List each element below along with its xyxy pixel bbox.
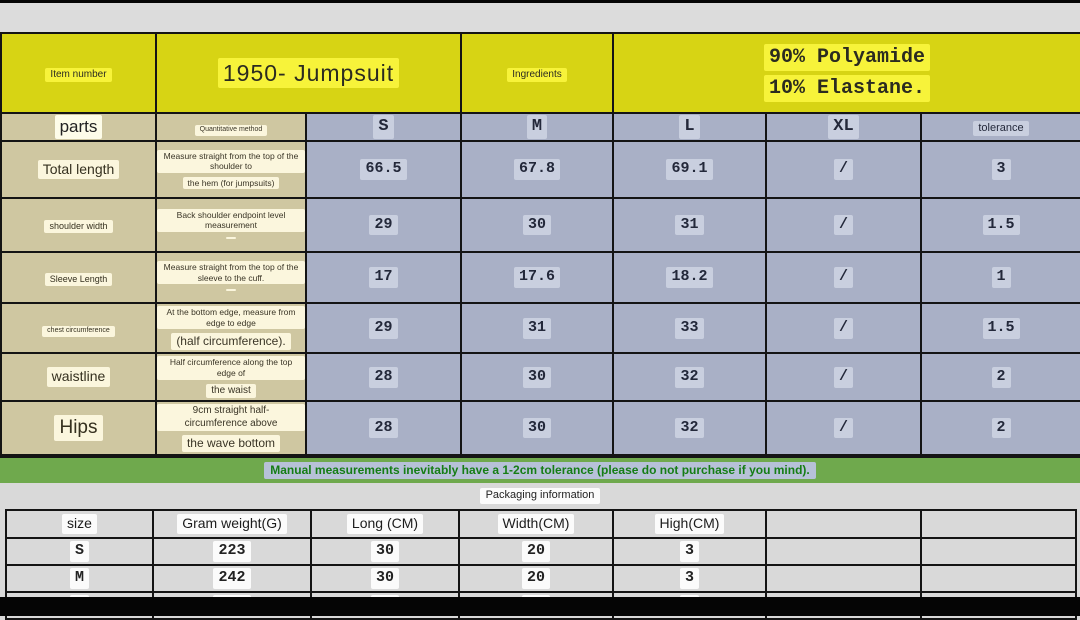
value-s: 28 [369, 367, 397, 388]
table-row-sleeve-length [1, 252, 1080, 303]
value-cell-m [461, 401, 613, 455]
ingredients-label-cell [461, 33, 613, 113]
size-header-l-cell [613, 113, 766, 141]
packaging-information-title: Packaging information [480, 488, 601, 504]
packaging-header-empty-cell [921, 510, 1076, 538]
size-header-s: S [373, 115, 393, 138]
value-m: 67.8 [514, 159, 560, 180]
size-header-m-cell [461, 113, 613, 141]
value-cell-s [306, 198, 461, 252]
size-header-l: L [679, 115, 699, 138]
value-tolerance: 2 [992, 367, 1011, 388]
size-header-m: M [527, 115, 547, 138]
method-cell [156, 252, 306, 303]
size-header-xl-cell [766, 113, 921, 141]
value-m: 30 [523, 418, 551, 439]
packaging-long-cell [311, 565, 459, 592]
tolerance-notice-banner [0, 456, 1080, 483]
value-cell-xl [766, 198, 921, 252]
value-cell-m [461, 303, 613, 353]
packaging-header-row [6, 510, 1076, 538]
method-cell [156, 198, 306, 252]
packaging-empty-cell [921, 565, 1076, 592]
packaging-header-gram-weight-cell [153, 510, 311, 538]
value-l: 31 [675, 215, 703, 236]
value-l: 69.1 [666, 159, 712, 180]
value-cell-xl [766, 401, 921, 455]
part-label: chest circumference [42, 326, 115, 337]
method-line [226, 237, 236, 239]
value-cell-l [613, 141, 766, 198]
value-cell-s [306, 252, 461, 303]
method-line: 9cm straight half-circumference above [157, 404, 305, 431]
packaging-high-cell [613, 565, 766, 592]
value-cell-s [306, 303, 461, 353]
value-cell-xl [766, 353, 921, 401]
size-header-s-cell [306, 113, 461, 141]
part-label: Hips [54, 415, 102, 441]
packaging-size-cell [6, 538, 153, 565]
packaging-header-size-cell [6, 510, 153, 538]
packaging-gram-weight: 223 [213, 541, 250, 562]
part-label-cell [1, 353, 156, 401]
packaging-header-long-cell [311, 510, 459, 538]
item-number-label-cell [1, 33, 156, 113]
tolerance-header-cell [921, 113, 1080, 141]
packaging-gram-weight-cell [153, 538, 311, 565]
packaging-high: 3 [680, 568, 699, 589]
ingredients-line-1: 90% Polyamide [764, 44, 930, 71]
value-cell-m [461, 198, 613, 252]
packaging-high-cell [613, 538, 766, 565]
value-s: 17 [369, 267, 397, 288]
part-label-cell [1, 252, 156, 303]
ingredients-value-cell [613, 33, 1080, 113]
packaging-long: 30 [371, 568, 399, 589]
packaging-header-width: Width(CM) [498, 514, 575, 534]
packaging-row-s [6, 538, 1076, 565]
parts-header: parts [55, 115, 103, 138]
method-line: Half circumference along the top edge of [157, 356, 305, 379]
packaging-size: S [70, 541, 89, 562]
value-cell-s [306, 353, 461, 401]
table-row-hips [1, 401, 1080, 455]
product-header-row [1, 33, 1080, 113]
packaging-gram-weight: 242 [213, 568, 250, 589]
packaging-header-gram-weight: Gram weight(G) [177, 514, 287, 534]
value-m: 17.6 [514, 267, 560, 288]
method-cell [156, 303, 306, 353]
part-label-cell [1, 141, 156, 198]
packaging-size-cell [6, 565, 153, 592]
metric-header-cell [156, 113, 306, 141]
part-label-cell [1, 198, 156, 252]
method-line: the hem (for jumpsuits) [183, 177, 280, 190]
packaging-information-title-strip [0, 483, 1080, 509]
value-l: 18.2 [666, 267, 712, 288]
method-line: (half circumference). [171, 333, 290, 350]
method-cell [156, 401, 306, 455]
parts-header-cell [1, 113, 156, 141]
value-l: 33 [675, 318, 703, 339]
tolerance-header: tolerance [973, 121, 1028, 137]
part-label: waistline [47, 367, 111, 387]
value-l: 32 [675, 418, 703, 439]
value-xl: / [834, 318, 853, 339]
value-cell-l [613, 252, 766, 303]
value-s: 28 [369, 418, 397, 439]
bottom-black-bar [0, 597, 1080, 616]
value-cell-m [461, 353, 613, 401]
table-row-chest-circumference [1, 303, 1080, 353]
packaging-header-empty-cell [766, 510, 921, 538]
value-cell-m [461, 141, 613, 198]
method-cell [156, 141, 306, 198]
packaging-empty-cell [766, 565, 921, 592]
value-cell-l [613, 198, 766, 252]
method-line: Back shoulder endpoint level measurement [157, 209, 305, 232]
value-tolerance: 1.5 [983, 215, 1020, 236]
packaging-header-high-cell [613, 510, 766, 538]
packaging-width: 20 [522, 568, 550, 589]
packaging-long-cell [311, 538, 459, 565]
value-cell-tolerance [921, 353, 1080, 401]
value-s: 66.5 [360, 159, 406, 180]
value-cell-l [613, 303, 766, 353]
packaging-long: 30 [371, 541, 399, 562]
part-label: shoulder width [44, 220, 112, 233]
method-cell [156, 353, 306, 401]
packaging-header-high: High(CM) [655, 514, 725, 534]
top-gray-strip [0, 3, 1080, 32]
value-m: 30 [523, 215, 551, 236]
value-cell-l [613, 401, 766, 455]
item-number-value-cell [156, 33, 461, 113]
packaging-gram-weight-cell [153, 565, 311, 592]
method-line: Measure straight from the top of the sleeve to the cuff. [157, 261, 305, 284]
packaging-width: 20 [522, 541, 550, 562]
ingredients-line-2: 10% Elastane. [764, 75, 930, 102]
value-s: 29 [369, 318, 397, 339]
tolerance-notice-text: Manual measurements inevitably have a 1-2cm tolerance (please do not purchase if you mind). [264, 462, 816, 479]
value-cell-s [306, 401, 461, 455]
product-title: 1950- Jumpsuit [218, 58, 399, 89]
value-m: 30 [523, 367, 551, 388]
value-m: 31 [523, 318, 551, 339]
part-label-cell [1, 401, 156, 455]
value-cell-xl [766, 303, 921, 353]
value-cell-l [613, 353, 766, 401]
packaging-header-size: size [62, 514, 97, 534]
value-l: 32 [675, 367, 703, 388]
packaging-header-long: Long (CM) [347, 514, 423, 534]
packaging-width-cell [459, 565, 613, 592]
packaging-row-m [6, 565, 1076, 592]
packaging-empty-cell [921, 538, 1076, 565]
method-line: the wave bottom [182, 435, 280, 452]
packaging-header-width-cell [459, 510, 613, 538]
value-tolerance: 1 [992, 267, 1011, 288]
part-label-cell [1, 303, 156, 353]
value-cell-tolerance [921, 303, 1080, 353]
value-cell-tolerance [921, 401, 1080, 455]
table-row-shoulder-width [1, 198, 1080, 252]
method-line: the waist [206, 384, 255, 399]
table-row-waistline [1, 353, 1080, 401]
value-xl: / [834, 215, 853, 236]
value-xl: / [834, 267, 853, 288]
method-line: At the bottom edge, measure from edge to edge [157, 306, 305, 329]
value-xl: / [834, 367, 853, 388]
value-tolerance: 1.5 [983, 318, 1020, 339]
value-xl: / [834, 159, 853, 180]
value-s: 29 [369, 215, 397, 236]
column-header-row [1, 113, 1080, 141]
value-cell-s [306, 141, 461, 198]
sizing-chart-table [0, 32, 1080, 456]
metric-header: Quantitative method [195, 125, 268, 136]
packaging-empty-cell [766, 538, 921, 565]
method-line: Measure straight from the top of the shoulder to [157, 150, 305, 173]
packaging-high: 3 [680, 541, 699, 562]
table-row-total-length [1, 141, 1080, 198]
ingredients-label: Ingredients [507, 68, 566, 83]
method-line [226, 289, 236, 291]
value-tolerance: 3 [992, 159, 1011, 180]
size-header-xl: XL [828, 115, 858, 138]
packaging-size: M [70, 568, 89, 589]
value-cell-tolerance [921, 198, 1080, 252]
value-cell-tolerance [921, 252, 1080, 303]
value-cell-m [461, 252, 613, 303]
value-xl: / [834, 418, 853, 439]
value-cell-xl [766, 252, 921, 303]
value-cell-xl [766, 141, 921, 198]
value-tolerance: 2 [992, 418, 1011, 439]
item-number-label: Item number [45, 68, 111, 83]
value-cell-tolerance [921, 141, 1080, 198]
packaging-width-cell [459, 538, 613, 565]
part-label: Sleeve Length [45, 273, 113, 286]
part-label: Total length [38, 160, 120, 180]
